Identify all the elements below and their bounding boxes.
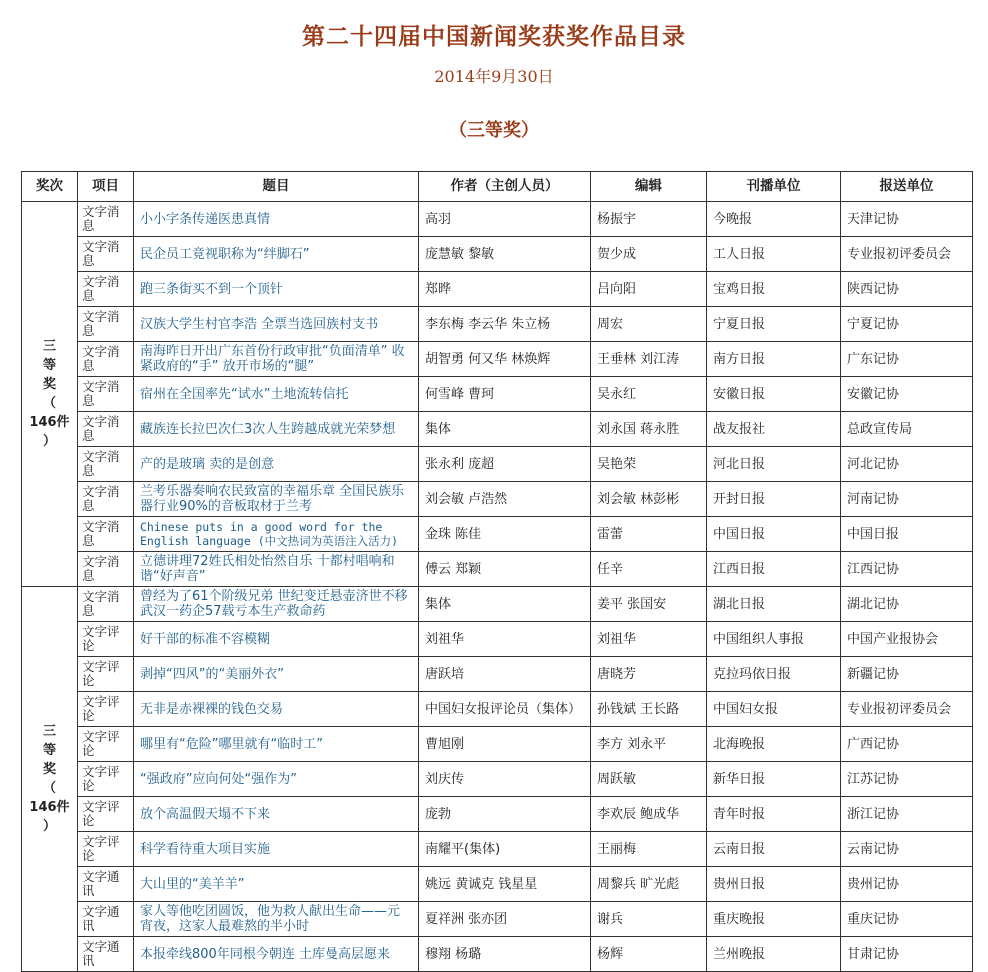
submitter-cell: 专业报初评委员会: [841, 692, 973, 727]
award-rank-text: 三: [42, 339, 56, 354]
editor-cell: 刘永国 蒋永胜: [591, 412, 707, 447]
col-header-title: 题目: [134, 172, 419, 202]
author-cell: 刘祖华: [419, 622, 591, 657]
publisher-cell: 江西日报: [707, 552, 841, 587]
publisher-cell: 中国组织人事报: [707, 622, 841, 657]
table-row: [22, 762, 973, 797]
author-cell: 刘会敏 卢浩然: [419, 482, 591, 517]
author-cell: 唐跃培: [419, 657, 591, 692]
award-rank-cell-2: [22, 587, 78, 972]
table-row: [22, 657, 973, 692]
col-header-submitter: 报送单位: [841, 172, 973, 202]
author-cell: 集体: [419, 412, 591, 447]
submitter-cell: 广东记协: [841, 342, 973, 377]
editor-cell: 雷蕾: [591, 517, 707, 552]
publisher-cell: 贵州日报: [707, 867, 841, 902]
category-cell: 文字消息: [78, 377, 134, 412]
work-title-cell: 科学看待重大项目实施: [134, 832, 419, 867]
editor-cell: 李方 刘永平: [591, 727, 707, 762]
page-title: 第二十四届中国新闻奖获奖作品目录: [302, 23, 686, 50]
work-title-cell: 无非是赤裸裸的钱色交易: [134, 692, 419, 727]
work-title-cell: Chinese puts in a good word for the English language (中文热词为英语注入活力): [134, 517, 419, 552]
work-title-cell: “强政府”应向何处“强作为”: [134, 762, 419, 797]
work-title-cell: 好干部的标准不容模糊: [134, 622, 419, 657]
table-row: [22, 832, 973, 867]
publisher-cell: 今晚报: [707, 202, 841, 237]
submitter-cell: 甘肃记协: [841, 937, 973, 972]
editor-cell: 吴永红: [591, 377, 707, 412]
editor-cell: 吕向阳: [591, 272, 707, 307]
publisher-cell: 青年时报: [707, 797, 841, 832]
editor-cell: 孙钱斌 王长路: [591, 692, 707, 727]
award-rank-text: ）: [42, 819, 56, 834]
category-cell: 文字评论: [78, 727, 134, 762]
list-date: 2014年9月30日: [434, 67, 554, 86]
award-rank-text: 146件: [29, 415, 70, 430]
category-cell: 文字消息: [78, 587, 134, 622]
submitter-cell: 浙江记协: [841, 797, 973, 832]
editor-cell: 王垂林 刘江涛: [591, 342, 707, 377]
author-cell: 南耀平(集体): [419, 832, 591, 867]
category-cell: 文字消息: [78, 272, 134, 307]
work-title-cell: 南海昨日开出广东首份行政审批“负面清单” 收紧政府的“手” 放开市场的“腿”: [134, 342, 419, 377]
submitter-cell: 重庆记协: [841, 902, 973, 937]
author-cell: 刘庆传: [419, 762, 591, 797]
editor-cell: 刘祖华: [591, 622, 707, 657]
author-cell: 胡智勇 何又华 林焕辉: [419, 342, 591, 377]
submitter-cell: 河南记协: [841, 482, 973, 517]
work-title-cell: 产的是玻璃 卖的是创意: [134, 447, 419, 482]
award-table: [21, 171, 973, 972]
editor-cell: 王丽梅: [591, 832, 707, 867]
col-header-editor: 编辑: [591, 172, 707, 202]
work-title-cell: 小小字条传递医患真情: [134, 202, 419, 237]
award-rank-cell-1: [22, 202, 78, 587]
author-cell: 庞勃: [419, 797, 591, 832]
category-cell: 文字消息: [78, 202, 134, 237]
publisher-cell: 新华日报: [707, 762, 841, 797]
work-title-cell: 民企员工竟视职称为“绊脚石”: [134, 237, 419, 272]
work-title-cell: 哪里有“危险”哪里就有“临时工”: [134, 727, 419, 762]
publisher-cell: 克拉玛依日报: [707, 657, 841, 692]
table-row: [22, 272, 973, 307]
submitter-cell: 湖北记协: [841, 587, 973, 622]
work-title-cell: 宿州在全国率先“试水”土地流转信托: [134, 377, 419, 412]
work-title-cell: 大山里的“美羊羊”: [134, 867, 419, 902]
table-row: [22, 482, 973, 517]
author-cell: 何雪峰 曹珂: [419, 377, 591, 412]
publisher-cell: 南方日报: [707, 342, 841, 377]
work-title-cell: 汉族大学生村官李浩 全票当选回族村支书: [134, 307, 419, 342]
publisher-cell: 工人日报: [707, 237, 841, 272]
category-cell: 文字评论: [78, 622, 134, 657]
category-cell: 文字通讯: [78, 867, 134, 902]
col-header-publisher: 刊播单位: [707, 172, 841, 202]
submitter-cell: 中国日报: [841, 517, 973, 552]
category-cell: 文字通讯: [78, 902, 134, 937]
publisher-cell: 云南日报: [707, 832, 841, 867]
editor-cell: 任辛: [591, 552, 707, 587]
award-rank-text: 等: [42, 358, 56, 373]
table-row: [22, 447, 973, 482]
table-row: [22, 377, 973, 412]
submitter-cell: 贵州记协: [841, 867, 973, 902]
author-cell: 傅云 郑颖: [419, 552, 591, 587]
author-cell: 郑晔: [419, 272, 591, 307]
publisher-cell: 安徽日报: [707, 377, 841, 412]
author-cell: 张永利 庞超: [419, 447, 591, 482]
submitter-cell: 陕西记协: [841, 272, 973, 307]
category-cell: 文字消息: [78, 552, 134, 587]
work-title-cell: 跑三条街买不到一个顶针: [134, 272, 419, 307]
category-cell: 文字消息: [78, 412, 134, 447]
editor-cell: 杨辉: [591, 937, 707, 972]
author-cell: 曹旭刚: [419, 727, 591, 762]
editor-cell: 姜平 张国安: [591, 587, 707, 622]
award-rank-text: （: [42, 396, 56, 411]
editor-cell: 唐晓芳: [591, 657, 707, 692]
table-row: [22, 517, 973, 552]
work-title-cell: 本报牵线800年同根今朝连 土库曼高层愿来: [134, 937, 419, 972]
award-rank-text: 三: [42, 724, 56, 739]
author-cell: 金珠 陈佳: [419, 517, 591, 552]
category-cell: 文字消息: [78, 517, 134, 552]
publisher-cell: 中国日报: [707, 517, 841, 552]
table-row: [22, 237, 973, 272]
publisher-cell: 北海晚报: [707, 727, 841, 762]
author-cell: 姚远 黄诚克 钱星星: [419, 867, 591, 902]
submitter-cell: 江西记协: [841, 552, 973, 587]
category-cell: 文字通讯: [78, 937, 134, 972]
award-level: （三等奖）: [449, 120, 539, 141]
submitter-cell: 专业报初评委员会: [841, 237, 973, 272]
editor-cell: 周跃敏: [591, 762, 707, 797]
table-row: [22, 622, 973, 657]
editor-cell: 吴艳荣: [591, 447, 707, 482]
publisher-cell: 兰州晚报: [707, 937, 841, 972]
author-cell: 庞慧敏 黎敏: [419, 237, 591, 272]
editor-cell: 贺少成: [591, 237, 707, 272]
publisher-cell: 宝鸡日报: [707, 272, 841, 307]
table-header-row: [22, 172, 973, 202]
submitter-cell: 云南记协: [841, 832, 973, 867]
editor-cell: 周宏: [591, 307, 707, 342]
col-header-rank: 奖次: [22, 172, 78, 202]
submitter-cell: 新疆记协: [841, 657, 973, 692]
award-rank-text: 奖: [42, 762, 56, 777]
submitter-cell: 天津记协: [841, 202, 973, 237]
submitter-cell: 总政宣传局: [841, 412, 973, 447]
category-cell: 文字评论: [78, 832, 134, 867]
publisher-cell: 中国妇女报: [707, 692, 841, 727]
category-cell: 文字消息: [78, 237, 134, 272]
submitter-cell: 宁夏记协: [841, 307, 973, 342]
editor-cell: 刘会敏 林彭彬: [591, 482, 707, 517]
author-cell: 中国妇女报评论员（集体）: [419, 692, 591, 727]
col-header-author: 作者（主创人员）: [419, 172, 591, 202]
table-row: [22, 902, 973, 937]
category-cell: 文字消息: [78, 447, 134, 482]
publisher-cell: 宁夏日报: [707, 307, 841, 342]
publisher-cell: 开封日报: [707, 482, 841, 517]
table-row: [22, 692, 973, 727]
author-cell: 高羽: [419, 202, 591, 237]
category-cell: 文字评论: [78, 762, 134, 797]
category-cell: 文字评论: [78, 692, 134, 727]
table-row: [22, 587, 973, 622]
award-rank-text: 奖: [42, 377, 56, 392]
award-rank-text: （: [42, 781, 56, 796]
submitter-cell: 广西记协: [841, 727, 973, 762]
table-row: [22, 867, 973, 902]
table-row: [22, 727, 973, 762]
category-cell: 文字评论: [78, 657, 134, 692]
publisher-cell: 湖北日报: [707, 587, 841, 622]
work-title-cell: 家人等他吃团圆饭，他为救人献出生命——元宵夜，这家人最难熬的半小时: [134, 902, 419, 937]
category-cell: 文字消息: [78, 342, 134, 377]
publisher-cell: 重庆晚报: [707, 902, 841, 937]
work-title-cell: 立德讲理72姓氏相处怡然自乐 十都村唱响和谐“好声音”: [134, 552, 419, 587]
editor-cell: 周黎兵 旷光彪: [591, 867, 707, 902]
publisher-cell: 战友报社: [707, 412, 841, 447]
award-rank-text: 等: [42, 743, 56, 758]
table-row: [22, 552, 973, 587]
table-row: [22, 412, 973, 447]
award-rank-text: ）: [42, 434, 56, 449]
submitter-cell: 河北记协: [841, 447, 973, 482]
award-rank-text: 146件: [29, 800, 70, 815]
publisher-cell: 河北日报: [707, 447, 841, 482]
author-cell: 集体: [419, 587, 591, 622]
work-title-cell: 兰考乐器奏响农民致富的幸福乐章 全国民族乐器行业90%的音板取材于兰考: [134, 482, 419, 517]
editor-cell: 杨振宇: [591, 202, 707, 237]
work-title-cell: 放个高温假天塌不下来: [134, 797, 419, 832]
editor-cell: 谢兵: [591, 902, 707, 937]
category-cell: 文字评论: [78, 797, 134, 832]
submitter-cell: 中国产业报协会: [841, 622, 973, 657]
work-title-cell: 曾经为了61个阶级兄弟 世纪变迁悬壶济世不移武汉一药企57载亏本生产救命药: [134, 587, 419, 622]
col-header-category: 项目: [78, 172, 134, 202]
table-row: [22, 937, 973, 972]
editor-cell: 李欢辰 鲍成华: [591, 797, 707, 832]
author-cell: 李东梅 李云华 朱立杨: [419, 307, 591, 342]
author-cell: 夏祥洲 张亦团: [419, 902, 591, 937]
author-cell: 穆翔 杨璐: [419, 937, 591, 972]
table-row: [22, 307, 973, 342]
category-cell: 文字消息: [78, 482, 134, 517]
table-row: [22, 202, 973, 237]
work-title-cell: 藏族连长拉巴次仁3次人生跨越成就光荣梦想: [134, 412, 419, 447]
submitter-cell: 安徽记协: [841, 377, 973, 412]
submitter-cell: 江苏记协: [841, 762, 973, 797]
table-row: [22, 342, 973, 377]
table-row: [22, 797, 973, 832]
work-title-cell: 剥掉“四风”的“美丽外衣”: [134, 657, 419, 692]
category-cell: 文字消息: [78, 307, 134, 342]
